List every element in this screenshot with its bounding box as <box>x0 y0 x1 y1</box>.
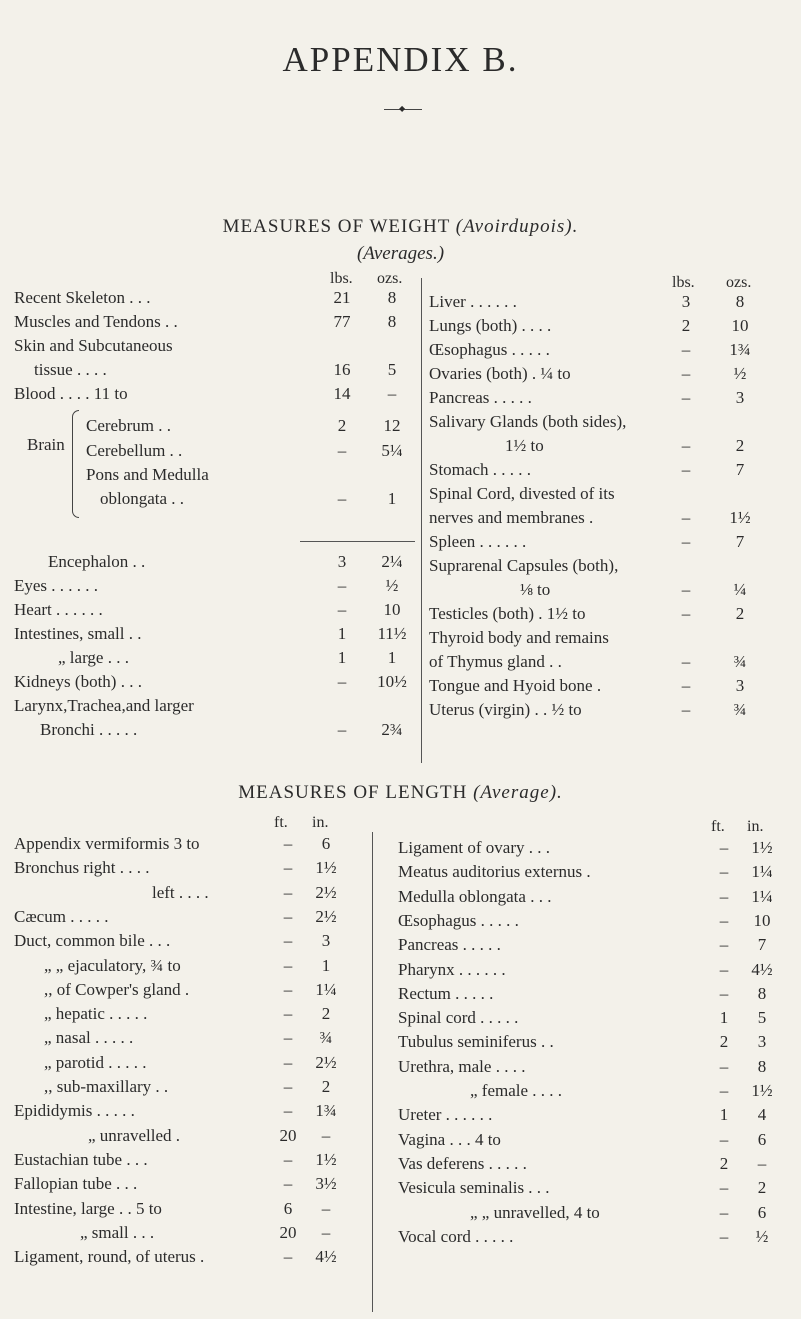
weight-right-lbs: – <box>681 364 691 383</box>
length-left-ft: – <box>283 882 293 902</box>
length-left-ft: – <box>283 858 293 878</box>
length-left-in: 4½ <box>315 1247 337 1267</box>
weight-right-label: Thyroid body and remains <box>429 628 609 647</box>
length-left-in: 2½ <box>315 1052 337 1072</box>
weight-left-ozs: 8 <box>387 288 397 307</box>
weight-right-lbs: 3 <box>681 292 691 311</box>
weight-right-label: Lungs (both) . . . . <box>429 316 552 335</box>
weight-right-ozs: 8 <box>735 292 745 311</box>
length-right-label: Ureter . . . . . . <box>398 1105 493 1125</box>
weight-right-label: ⅛ to <box>520 580 551 599</box>
length-left-label: „ unravelled . <box>88 1125 181 1145</box>
length-left-label: „ nasal . . . . . <box>44 1028 134 1048</box>
length-left-ft: – <box>283 1149 293 1169</box>
weight-left-ozs: 5¼ <box>381 441 403 460</box>
length-right-label: Meatus auditorius externus . <box>398 862 591 882</box>
length-left-in: 2½ <box>315 906 337 926</box>
weight-left-col-lbs: lbs. <box>330 270 353 287</box>
weight-left-lbs: – <box>337 441 347 460</box>
length-left-col-in: in. <box>312 814 329 831</box>
weight-left-lbs: 21 <box>333 288 351 307</box>
weight-left-ozs: 5 <box>387 360 397 379</box>
weight-left-ozs: 1 <box>387 648 397 667</box>
weight-left-label: Blood . . . . 11 to <box>14 384 128 403</box>
weight-left-ozs: 11½ <box>377 624 407 643</box>
length-left-ft: – <box>283 906 293 926</box>
weight-right-lbs: – <box>681 340 691 359</box>
weight-right-lbs: – <box>681 676 691 695</box>
length-left-label: „ parotid . . . . . <box>44 1052 147 1072</box>
weight-heading <box>0 216 801 238</box>
length-right-ft: – <box>719 886 729 906</box>
weight-right-lbs: – <box>681 652 691 671</box>
length-right-ft: – <box>719 983 729 1003</box>
length-left-ft: – <box>283 1052 293 1072</box>
length-left-ft: – <box>283 1004 293 1024</box>
weight-right-ozs: 7 <box>735 460 745 479</box>
brain-brace <box>72 410 79 518</box>
weight-right-lbs: – <box>681 580 691 599</box>
weight-right-col-lbs: lbs. <box>672 274 695 291</box>
weight-left-label: Heart . . . . . . <box>14 600 103 619</box>
length-right-ft: – <box>719 1129 729 1149</box>
length-left-in: – <box>321 1125 331 1145</box>
length-right-label: Œsophagus . . . . . <box>398 910 519 930</box>
length-left-label: Epididymis . . . . . <box>14 1101 135 1121</box>
weight-right-ozs: 10 <box>731 316 749 335</box>
length-right-in: 5 <box>757 1008 767 1028</box>
length-right-label: Vesicula seminalis . . . <box>398 1178 550 1198</box>
length-left-in: 1½ <box>315 1149 337 1169</box>
weight-right-label: Tongue and Hyoid bone . <box>429 676 602 695</box>
weight-heading-italic: (Avoirdupois). <box>455 216 579 237</box>
length-right-in: 1¼ <box>751 886 773 906</box>
length-left-in: ¾ <box>319 1028 333 1048</box>
length-left-label: Duct, common bile . . . <box>14 931 171 951</box>
length-right-label: Vas deferens . . . . . <box>398 1153 527 1173</box>
length-right-label: Urethra, male . . . . <box>398 1056 526 1076</box>
weight-left-label: Skin and Subcutaneous <box>14 336 173 355</box>
weight-right-lbs: – <box>681 700 691 719</box>
weight-heading-text: MEASURES OF WEIGHT <box>222 216 451 237</box>
length-right-label: Spinal cord . . . . . <box>398 1008 519 1028</box>
length-right-label: Medulla oblongata . . . <box>398 886 552 906</box>
weight-right-ozs: 3 <box>735 388 745 407</box>
weight-left-lbs: – <box>337 576 347 595</box>
length-heading-italic: (Average). <box>473 782 563 803</box>
length-left-ft: 20 <box>279 1222 297 1242</box>
length-left-in: 1 <box>321 955 331 975</box>
length-left-label: Cæcum . . . . . <box>14 906 109 926</box>
page-title: APPENDIX B. <box>282 40 519 79</box>
weight-right-ozs: ¾ <box>733 700 747 719</box>
length-right-in: 4½ <box>751 959 773 979</box>
length-left-col-ft: ft. <box>274 814 288 831</box>
length-left-in: 2½ <box>315 882 337 902</box>
length-right-in: 8 <box>757 1056 767 1076</box>
weight-left-ozs: ½ <box>385 576 399 595</box>
weight-right-label: Salivary Glands (both sides), <box>429 412 627 431</box>
weight-right-row <box>0 696 801 724</box>
weight-left-lbs: 77 <box>333 312 351 331</box>
length-left-label: Appendix vermiformis 3 to <box>14 834 200 853</box>
weight-right-label: nerves and membranes . <box>429 508 594 527</box>
weight-right-ozs: 3 <box>735 676 745 695</box>
length-right-label: Vagina . . . 4 to <box>398 1129 501 1149</box>
weight-left-label: Bronchi . . . . . <box>40 720 138 739</box>
length-right-in: ½ <box>755 1226 769 1246</box>
weight-left-ozs: 10½ <box>377 672 407 691</box>
weight-right-label: 1½ to <box>505 436 544 455</box>
weight-right-label: Testicles (both) . 1½ to <box>429 604 586 623</box>
weight-left-ozs: 8 <box>387 312 397 331</box>
weight-left-ozs: 1 <box>387 489 397 508</box>
weight-left-lbs: 1 <box>337 624 347 643</box>
weight-left-label: Muscles and Tendons . . <box>14 312 178 331</box>
length-right-label: „ „ unravelled, 4 to <box>470 1202 600 1222</box>
length-right-label: Pharynx . . . . . . <box>398 959 506 979</box>
weight-left-label: Cerebellum . . <box>86 441 183 460</box>
weight-left-lbs: 14 <box>333 384 351 403</box>
weight-left-label: Larynx,Trachea,and larger <box>14 696 194 715</box>
length-right-in: 1½ <box>751 1081 773 1100</box>
weight-left-ozs: 10 <box>383 600 401 619</box>
length-left-ft: – <box>283 1174 293 1194</box>
weight-right-label: Ovaries (both) . ¼ to <box>429 364 571 383</box>
weight-left-lbs: – <box>337 672 347 691</box>
length-right-label: „ female . . . . <box>470 1081 563 1100</box>
weight-left-label: Recent Skeleton . . . <box>14 288 151 307</box>
length-right-in: 6 <box>757 1202 767 1222</box>
length-left-in: 3 <box>321 931 331 951</box>
length-left-label: Ligament, round, of uterus . <box>14 1247 205 1267</box>
length-left-label: ,, of Cowper's gland . <box>44 979 190 999</box>
length-right-in: 1½ <box>751 838 773 857</box>
length-right-col-in: in. <box>747 818 764 835</box>
weight-right-label: Œsophagus . . . . . <box>429 340 550 359</box>
weight-right-ozs: 2 <box>735 436 745 455</box>
length-right-label: Vocal cord . . . . . <box>398 1226 514 1246</box>
length-right-in: – <box>757 1153 767 1173</box>
length-left-label: Bronchus right . . . . <box>14 858 150 878</box>
weight-right-lbs: – <box>681 460 691 479</box>
length-left-ft: – <box>283 955 293 975</box>
weight-left-lbs: 16 <box>333 360 351 379</box>
weight-left-label: Intestines, small . . <box>14 624 142 643</box>
weight-subheading: (Averages.) <box>356 243 445 264</box>
length-left-ft: – <box>283 1028 293 1048</box>
length-left-ft: – <box>283 1247 293 1267</box>
length-left-ft: – <box>283 1101 293 1121</box>
weight-right-col-ozs: ozs. <box>726 274 752 291</box>
length-left-ft: – <box>283 1077 293 1096</box>
weight-right-label: Stomach . . . . . <box>429 460 531 479</box>
length-right-in: 6 <box>757 1129 767 1149</box>
weight-right-lbs: – <box>681 388 691 407</box>
weight-left-label: Pons and Medulla <box>86 465 209 484</box>
length-right-ft: – <box>719 1226 729 1246</box>
length-right-label: Pancreas . . . . . <box>398 935 501 955</box>
weight-left-label: Encephalon . . <box>48 552 146 571</box>
weight-right-lbs: – <box>681 436 691 455</box>
weight-right-ozs: 1¾ <box>729 340 751 359</box>
weight-right-lbs: – <box>681 532 691 551</box>
length-right-ft: – <box>719 910 729 930</box>
length-left-ft: 6 <box>283 1198 293 1218</box>
length-left-in: 1¼ <box>315 979 337 999</box>
weight-left-label: oblongata . . <box>100 489 185 508</box>
length-right-in: 4 <box>757 1105 767 1125</box>
weight-left-lbs: – <box>337 600 347 619</box>
weight-right-lbs: – <box>681 508 691 527</box>
weight-left-lbs: – <box>337 489 347 508</box>
weight-left-lbs: 3 <box>337 552 347 571</box>
length-right-ft: – <box>719 1178 729 1198</box>
length-left-ft: 20 <box>279 1125 297 1145</box>
length-right-label: Rectum . . . . . <box>398 983 494 1003</box>
weight-right-label: Spinal Cord, divested of its <box>429 484 615 503</box>
weight-right-label: Uterus (virgin) . . ½ to <box>429 700 582 719</box>
length-right-ft: 2 <box>719 1153 729 1173</box>
length-left-in: – <box>321 1222 331 1242</box>
length-left-label: „ small . . . <box>80 1222 155 1242</box>
weight-left-label: Eyes . . . . . . <box>14 576 99 595</box>
weight-right-lbs: 2 <box>681 316 691 335</box>
weight-right-ozs: 2 <box>735 604 745 623</box>
weight-right-ozs: ½ <box>733 364 747 383</box>
weight-right-ozs: 1½ <box>729 508 751 527</box>
length-right-ft: – <box>719 959 729 979</box>
length-heading-text: MEASURES OF LENGTH <box>238 782 468 803</box>
length-right-row <box>0 1223 801 1251</box>
weight-right-label: Spleen . . . . . . <box>429 532 527 551</box>
length-right-in: 8 <box>757 983 767 1003</box>
length-left-in: 1½ <box>315 858 337 878</box>
length-left-in: – <box>321 1198 331 1218</box>
length-left-label: „ „ ejaculatory, ¾ to <box>44 955 181 975</box>
weight-left-ozs: 2¾ <box>381 720 403 739</box>
length-left-label: left . . . . <box>152 882 209 902</box>
weight-left-lbs: – <box>337 720 347 739</box>
weight-left-label: tissue . . . . <box>34 360 107 379</box>
weight-right-label: of Thymus gland . . <box>429 652 562 671</box>
weight-left-lbs: 1 <box>337 648 347 667</box>
weight-left-label: Cerebrum . . <box>86 416 171 435</box>
length-left-label: Fallopian tube . . . <box>14 1174 138 1194</box>
length-left-in: 2 <box>321 1077 331 1096</box>
weight-left-label: Kidneys (both) . . . <box>14 672 142 691</box>
length-left-ft: – <box>283 931 293 951</box>
length-left-ft: – <box>283 834 293 853</box>
weight-right-ozs: 7 <box>735 532 745 551</box>
length-left-label: Eustachian tube . . . <box>14 1149 148 1169</box>
length-right-label: Ligament of ovary . . . <box>398 838 551 857</box>
length-right-ft: – <box>719 1202 729 1222</box>
weight-left-ozs: – <box>387 384 397 403</box>
weight-left-ozs: 2¼ <box>381 552 403 571</box>
length-left-ft: – <box>283 979 293 999</box>
length-right-ft: – <box>719 1081 729 1100</box>
length-left-label: „ hepatic . . . . . <box>44 1004 148 1024</box>
weight-left-ozs: 12 <box>383 416 401 435</box>
weight-right-label: Pancreas . . . . . <box>429 388 532 407</box>
length-right-label: Tubulus seminiferus . . <box>398 1032 554 1052</box>
length-right-in: 10 <box>753 910 771 930</box>
weight-left-label: „ large . . . <box>58 648 129 667</box>
length-right-col-ft: ft. <box>711 818 725 835</box>
length-left-in: 1¾ <box>315 1101 337 1121</box>
length-left-label: ,, sub-maxillary . . <box>44 1077 169 1096</box>
weight-left-col-ozs: ozs. <box>377 270 403 287</box>
length-right-ft: – <box>719 862 729 882</box>
length-right-ft: 2 <box>719 1032 729 1052</box>
length-right-ft: 1 <box>719 1105 729 1125</box>
length-right-ft: – <box>719 838 729 857</box>
weight-left-lbs: 2 <box>337 416 347 435</box>
length-right-in: 2 <box>757 1178 767 1198</box>
encephalon-rule <box>300 541 415 542</box>
length-left-in: 6 <box>321 834 331 853</box>
length-right-ft: – <box>719 1056 729 1076</box>
length-right-in: 3 <box>757 1032 767 1052</box>
length-left-label: Intestine, large . . 5 to <box>14 1198 162 1218</box>
length-right-ft: 1 <box>719 1008 729 1028</box>
length-heading <box>0 782 801 804</box>
page: APPENDIX B. ◆ MEASURES OF WEIGHT (Avoirdupois). (Averages.) lbs. ozs. lbs. ozs. Recent Skeleton . . . 21 8 Muscles and Tendons . . 77 8 Skin and Subcutaneous tissue . . . . 16 5 Blood . . . . 11 to 14 – Cerebrum . . 2 12 Cerebellum . . – 5¼ Pons and Medulla oblongata . . – 1 Encephalon . . 3 2¼ Eyes . . . . . . – ½ Heart . . . . . . – 10 Intestines, small . . 1 11½ „ large . . . 1 1 Kidneys (both) . . . – 10½ Larynx,Trachea,and larger Bronchi . . . . . – 2¾ Liver . . . . . . 3 8 Lungs (both) . . . . 2 10 Œsophagus . . . . . – 1¾ Ovaries (both) . ¼ to – ½ Pancreas . . . . . – 3 Salivary Glands (both sides), 1½ to – 2 Stomach . . . . . – 7 Spinal Cord, divested of its nerves and membranes . – 1½ Spleen . . . . . . – 7 Suprarenal Capsules (both), ⅛ to – ¼ Testicles (both) . 1½ to – 2 Thyroid body and remains of Thymus gland . . – ¾ Tongue and Hyoid bone . – 3 Uterus (virgin) . . ½ to – ¾ Brain MEASURES OF LENGTH (Average). ft. in. ft. in. Appendix vermiformis 3 to – 6 Bronchus right . . . . – 1½ left . . . . – 2½ Cæcum . . . . . – 2½ Duct, common bile . . . – 3 „ „ ejaculatory, ¾ to – 1 ,, of Cowper's gland . – 1¼ „ hepatic . . . . . – 2 „ nasal . . . . . – ¾ „ parotid . . . . . – 2½ ,, sub-maxillary . . – 2 Epididymis . . . . . – 1¾ „ unravelled . 20 – Eustachian tube . . . – 1½ Fallopian tube . . . – 3½ Intestine, large . . 5 to 6 – „ small . . . 20 – Ligament, round, of uterus . – 4½ Ligament of ovary . . . – 1½ Meatus auditorius externus . – 1¼ Medulla oblongata . . . – 1¼ Œsophagus . . . . . – 10 Pancreas . . . . . – 7 Pharynx . . . . . . – 4½ Rectum . . . . . – 8 Spinal cord . . . . . 1 5 Tubulus seminiferus . . 2 3 Urethra, male . . . . – 8 „ female . . . . – 1½ Ureter . . . . . . 1 4 Vagina . . . 4 to – 6 Vas deferens . . . . . 2 – Vesicula seminalis . . . – 2 „ „ unravelled, 4 to – 6 Vocal cord . . . . . – ½ <box>0 0 801 1319</box>
weight-right-ozs: ¾ <box>733 652 747 671</box>
weight-right-ozs: ¼ <box>733 580 747 599</box>
weight-right-lbs: – <box>681 604 691 623</box>
weight-right-label: Suprarenal Capsules (both), <box>429 556 619 575</box>
length-right-in: 1¼ <box>751 862 773 882</box>
weight-right-label: Liver . . . . . . <box>429 292 517 311</box>
length-right-ft: – <box>719 935 729 955</box>
length-left-in: 3½ <box>315 1174 337 1194</box>
length-left-in: 2 <box>321 1004 331 1024</box>
ornament-divider: ◆ <box>384 109 422 110</box>
length-right-in: 7 <box>757 935 767 955</box>
